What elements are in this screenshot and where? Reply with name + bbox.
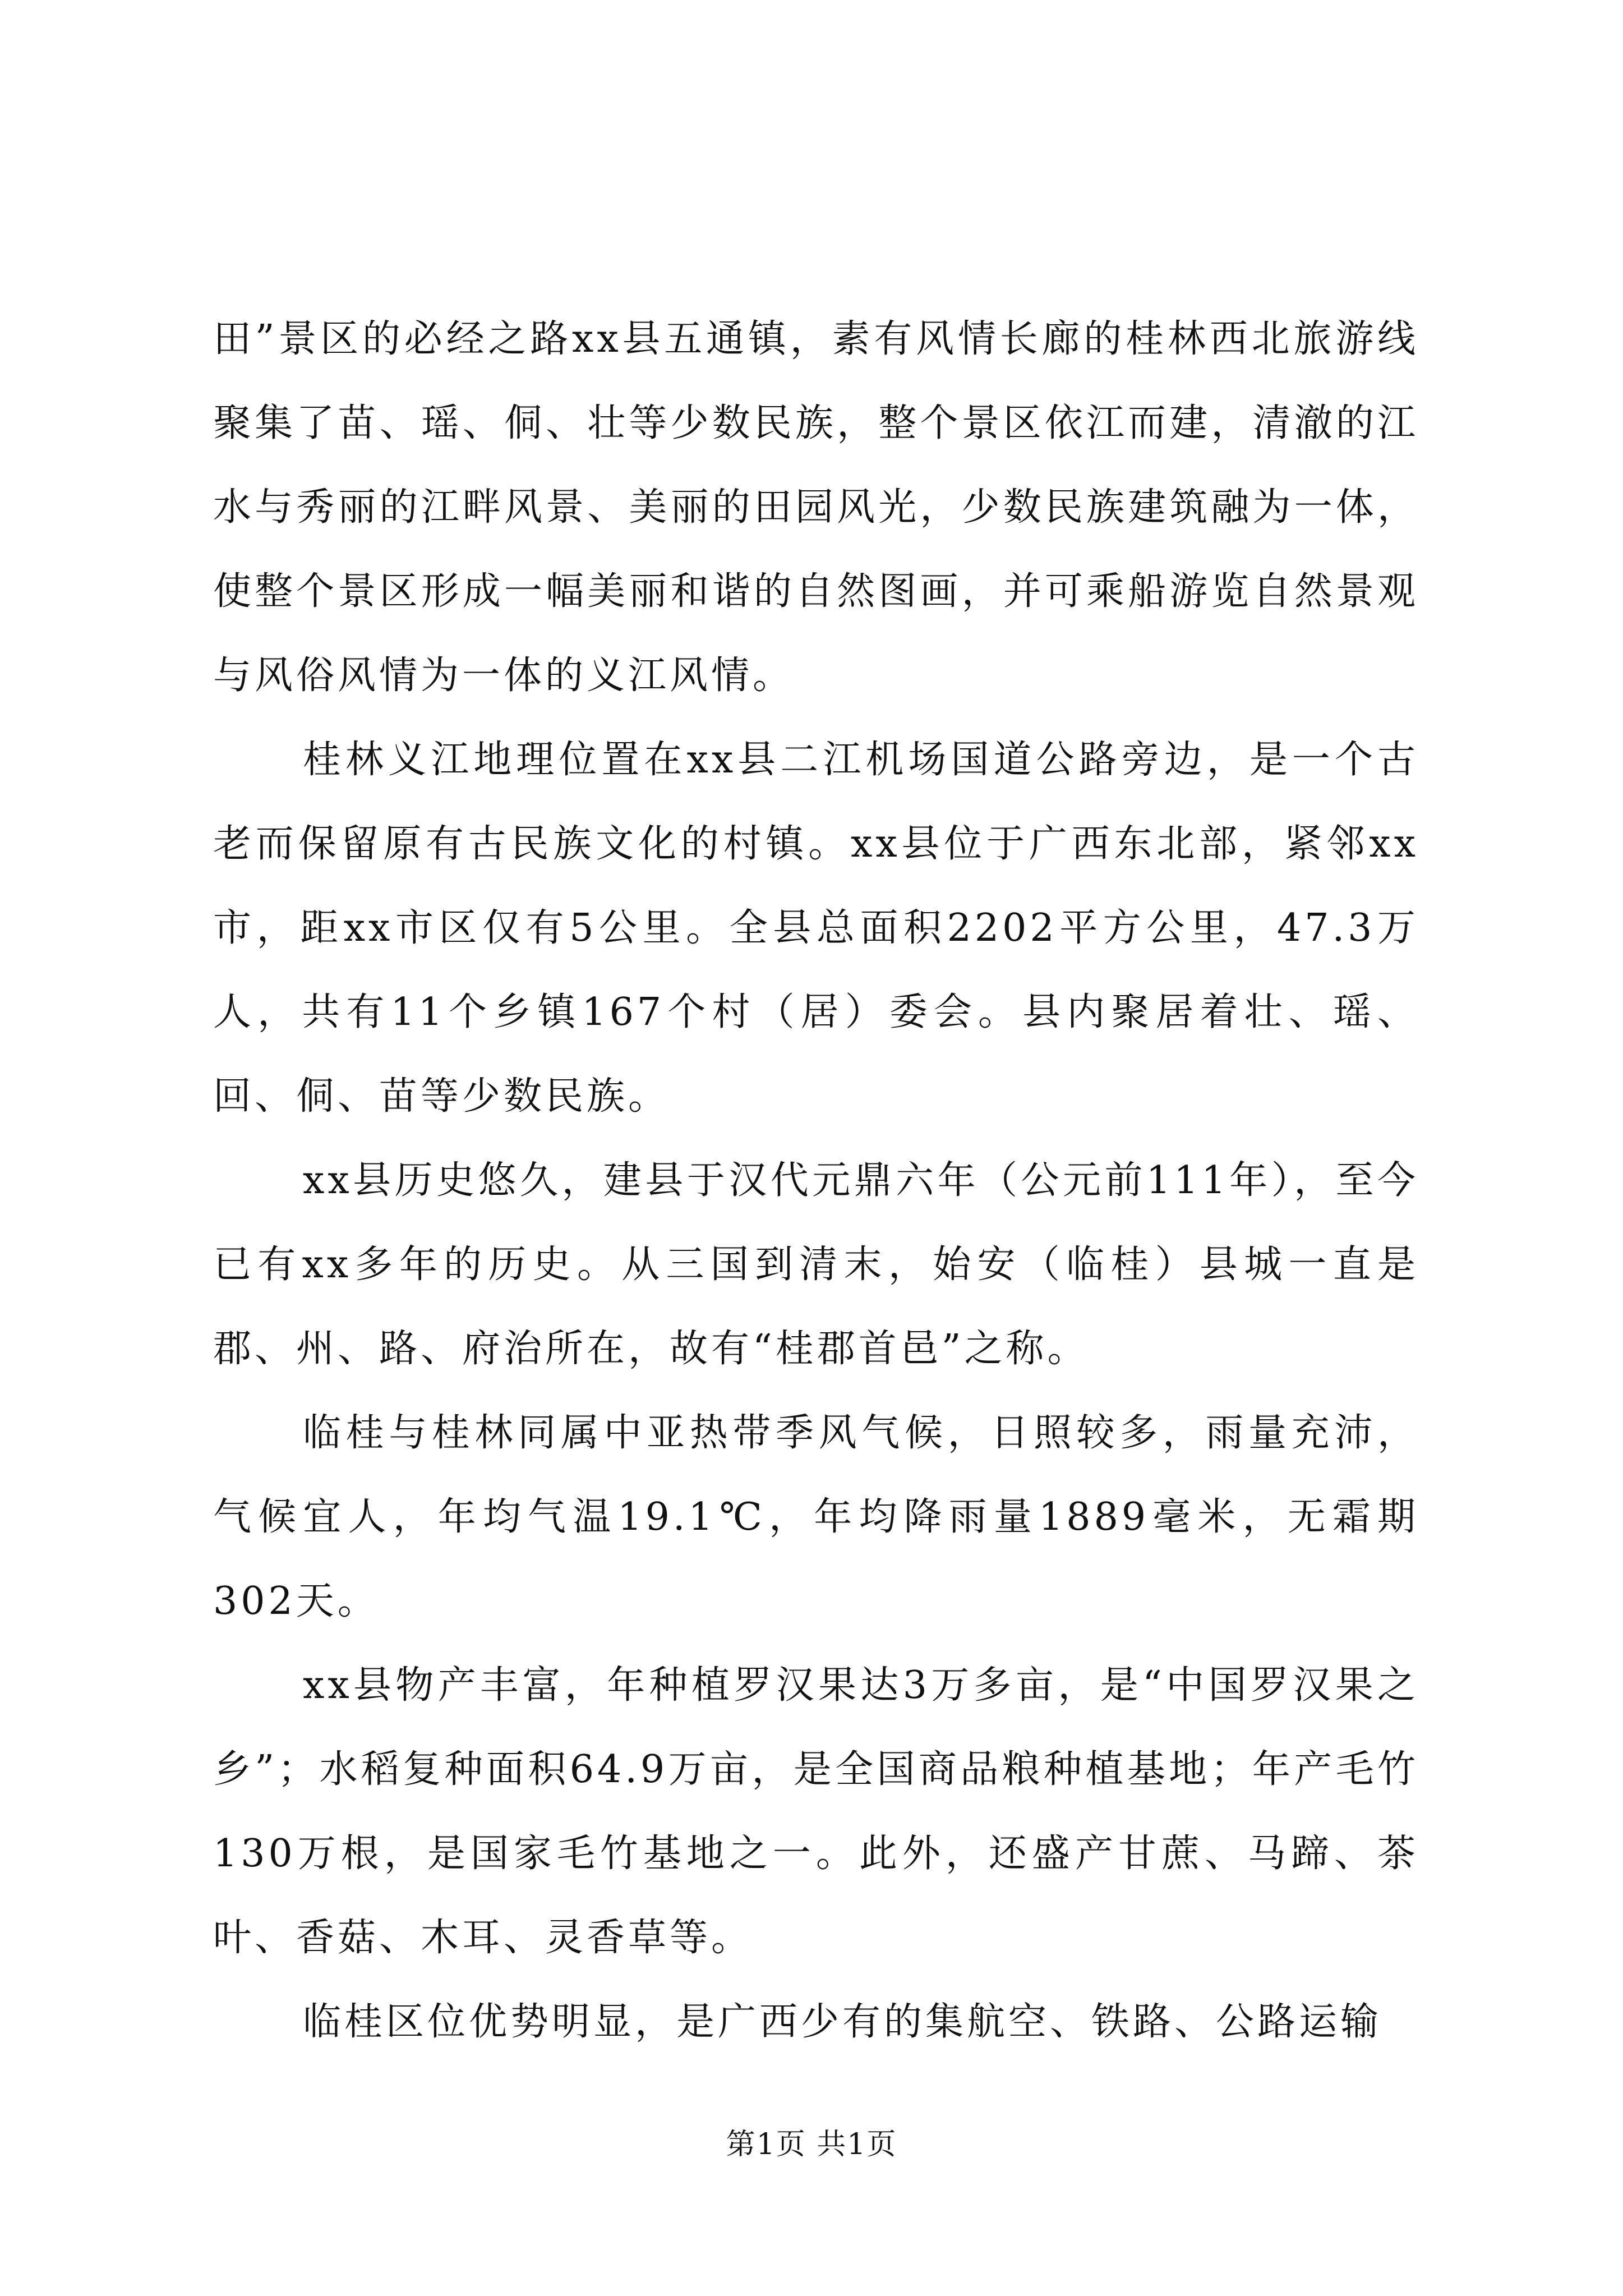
document-body [213,297,1419,2064]
paragraph-2: 桂林义江地理位置在xx县二江机场国道公路旁边，是一个古老而保留原有古民族文化的村镇。xx县位于广西东北部，紧邻xx市，距xx市区仅有5公里。全县总面积2202平方公里，47.3万人，共有11个乡镇167个村（居）委会。县内聚居着壮、瑶、回、侗、苗等少数民族。 [213,738,1419,1119]
paragraph-4: 临桂与桂林同属中亚热带季风气候，日照较多，雨量充沛，气候宜人，年均气温19.1℃，年均降雨量1889毫米，无霜期302天。 [213,1411,1419,1623]
paragraph-3: xx县历史悠久，建县于汉代元鼎六年（公元前111年），至今已有xx多年的历史。从三国到清末，始安（临桂）县城一直是郡、州、路、府治所在，故有“桂郡首邑”之称。 [213,1158,1419,1371]
paragraph-6: 临桂区位优势明显，是广西少有的集航空、铁路、公路运输 [303,2000,1382,2044]
paragraph-1: 田”景区的必经之路xx县五通镇，素有风情长廊的桂林西北旅游线聚集了苗、瑶、侗、壮等少数民族，整个景区依江而建，清澈的江水与秀丽的江畔风景、美丽的田园风光，少数民族建筑融为一体，使整个景区形成一幅美丽和谐的自然图画，并可乘船游览自然景观与风俗风情为一体的义江风情。 [213,317,1419,698]
page-number-footer: 第1页 共1页 [726,2128,897,2161]
paragraph-5: xx县物产丰富，年种植罗汉果达3万多亩，是“中国罗汉果之乡”；水稻复种面积64.9万亩，是全国商品粮种植基地；年产毛竹130万根，是国家毛竹基地之一。此外，还盛产甘蔗、马蹄、茶叶、香菇、木耳、灵香草等。 [213,1663,1419,1960]
